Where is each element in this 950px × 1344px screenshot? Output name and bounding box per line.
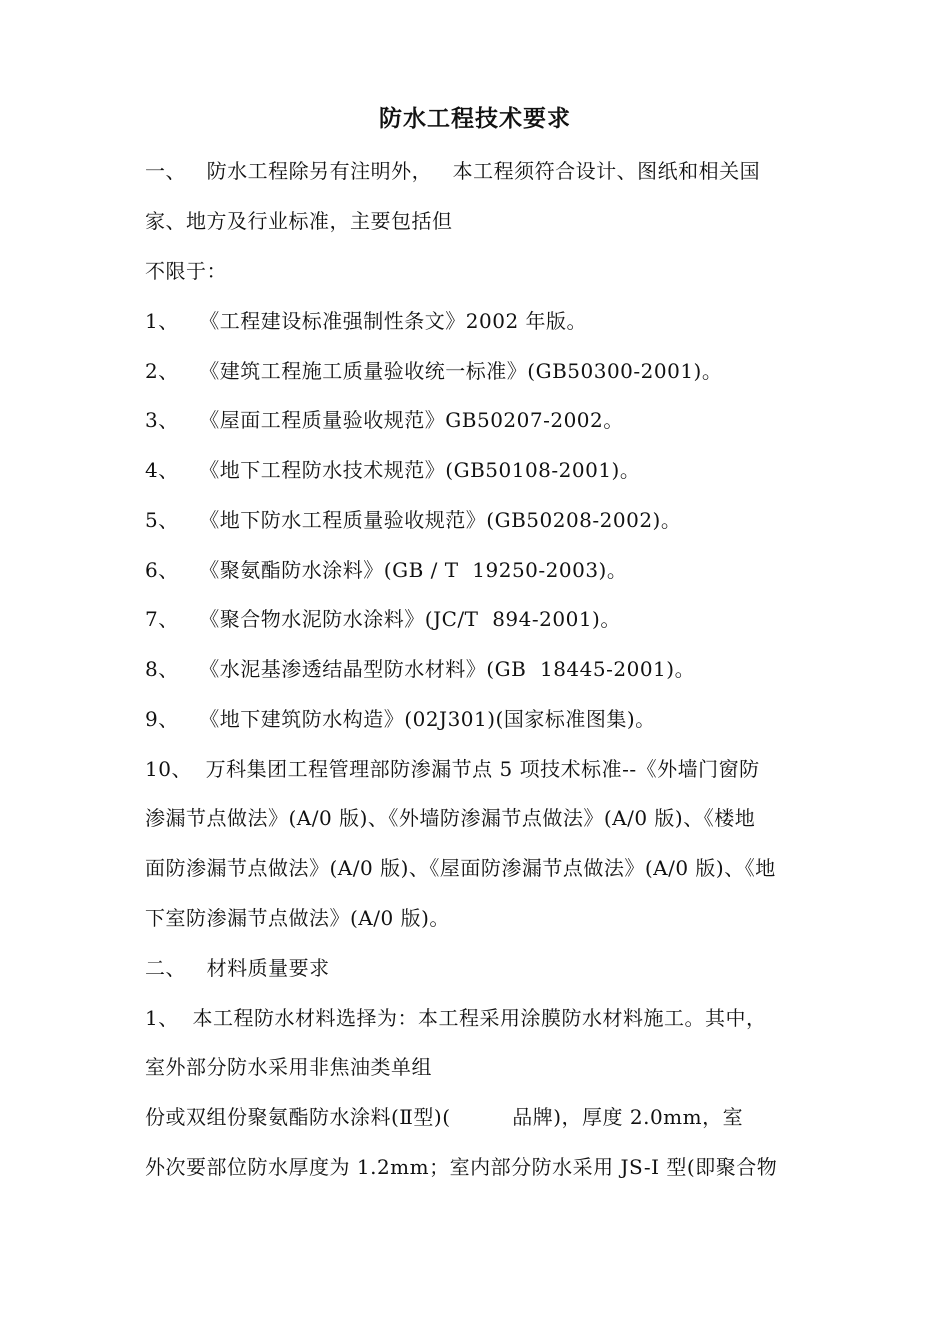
section-1-heading: 一、 防水工程除另有注明外， 本工程须符合设计、图纸和相关国	[145, 159, 761, 183]
list-item: 5、 《地下防水工程质量验收规范》(GB50208-2002)。	[145, 508, 682, 532]
list-item: 4、 《地下工程防水技术规范》(GB50108-2001)。	[145, 458, 641, 482]
list-item: 6、 《聚氨酯防水涂料》(GB / T 19250-2003)。	[145, 558, 628, 582]
list-item: 1、 本工程防水材料选择为：本工程采用涂膜防水材料施工。其中，	[145, 1006, 767, 1030]
list-item: 1、 《工程建设标准强制性条文》2002 年版。	[145, 309, 588, 333]
list-item: 10、 万科集团工程管理部防渗漏节点 5 项技术标准--《外墙门窗防	[145, 757, 760, 781]
list-item: 8、 《水泥基渗透结晶型防水材料》(GB 18445-2001)。	[145, 657, 696, 681]
paragraph-line: 外次要部位防水厚度为 1.2mm；室内部分防水采用 JS-I 型(即聚合物	[145, 1155, 778, 1179]
list-item: 2、 《建筑工程施工质量验收统一标准》(GB50300-2001)。	[145, 359, 723, 383]
paragraph-line: 下室防渗漏节点做法》(A/0 版)。	[145, 906, 450, 930]
paragraph-line: 渗漏节点做法》(A/0 版)、《外墙防渗漏节点做法》(A/0 版)、《楼地	[145, 806, 756, 830]
list-item: 3、 《屋面工程质量验收规范》GB50207-2002。	[145, 408, 624, 432]
paragraph-line: 面防渗漏节点做法》(A/0 版)、《屋面防渗漏节点做法》(A/0 版)、《地	[145, 856, 776, 880]
document-title: 防水工程技术要求	[379, 105, 571, 132]
paragraph-line: 室外部分防水采用非焦油类单组	[145, 1055, 432, 1079]
paragraph-line: 不限于：	[145, 259, 227, 283]
section-2-heading: 二、 材料质量要求	[145, 956, 330, 980]
paragraph-line: 家、地方及行业标准，主要包括但	[145, 209, 453, 233]
paragraph-line: 份或双组份聚氨酯防水涂料(Ⅱ型)( 品牌)，厚度 2.0mm，室	[145, 1105, 744, 1129]
list-item: 7、 《聚合物水泥防水涂料》(JC/T 894-2001)。	[145, 607, 621, 631]
list-item: 9、 《地下建筑防水构造》(02J301)(国家标准图集)。	[145, 707, 656, 731]
